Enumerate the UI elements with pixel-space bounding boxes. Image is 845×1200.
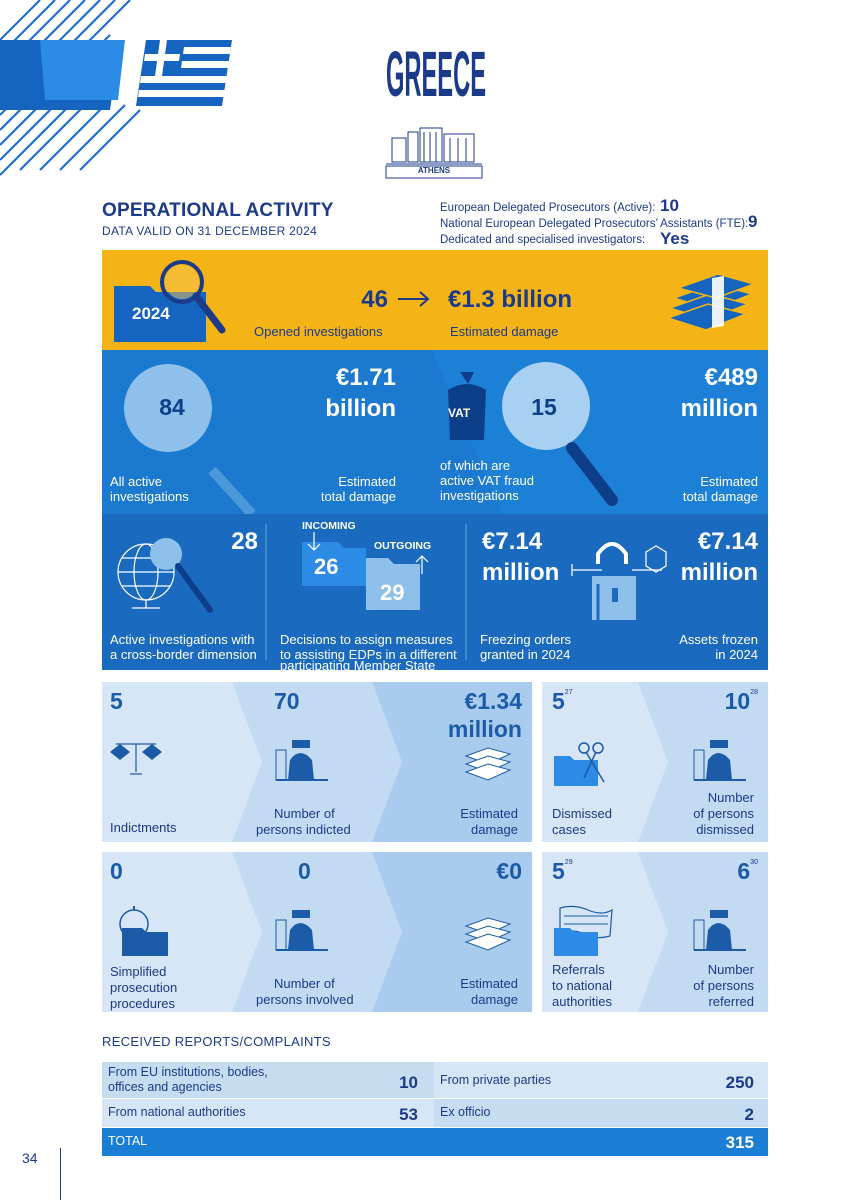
frozen-label-1: Assets frozen: [679, 632, 758, 647]
persons-involved-value: 0: [298, 858, 311, 884]
arrow-right-icon: [396, 290, 432, 308]
reports-exofficio-value: 2: [744, 1105, 754, 1124]
simplified-damage-label-2: damage: [471, 992, 518, 1007]
referrals-label-1: Referrals: [552, 962, 605, 977]
staff-value-investigators: Yes: [660, 229, 690, 248]
persons-referred-label-2: of persons: [693, 978, 754, 993]
dismissed-value-number: 5: [552, 688, 565, 714]
reports-eu-value: 10: [399, 1073, 418, 1092]
vat-damage-line-1: €489: [704, 364, 758, 391]
persons-dismissed-label-3: dismissed: [696, 822, 754, 837]
indictments-panel: [102, 682, 532, 842]
year-label: 2024: [132, 304, 170, 323]
dismissed-label-2: cases: [552, 822, 586, 837]
staff-label-assistants: National European Delegated Prosecutors’ Assistants (FTE):: [440, 218, 749, 230]
reports-exofficio-label: Ex officio: [440, 1105, 491, 1119]
reports-total-row: [102, 1128, 768, 1156]
total-damage-label-1: Estimated: [338, 474, 396, 489]
frozen-value-2: million: [680, 559, 758, 586]
all-active-label-1: All active: [110, 474, 163, 489]
footnote-28: 28: [750, 689, 758, 696]
reports-eu-label-1: From EU institutions, bodies,: [108, 1065, 268, 1079]
reports-eu-label-2: offices and agencies: [108, 1080, 222, 1094]
reports-row-2: [102, 1099, 768, 1127]
total-damage-label-2: total damage: [320, 489, 396, 504]
country-name: GREECE: [386, 38, 486, 110]
persons-referred-value: [662, 858, 758, 885]
simplified-label-1: Simplified: [110, 964, 167, 979]
page-divider: [60, 1148, 61, 1200]
persons-dismissed-label-2: of persons: [693, 806, 754, 821]
reports-national-value: 53: [399, 1105, 418, 1124]
persons-dismissed-number: 10: [724, 688, 751, 714]
referrals-label-2: to national: [552, 978, 612, 993]
indicted-damage-label-2: damage: [471, 822, 518, 837]
vat-label-2: active VAT fraud: [440, 473, 534, 488]
footnote-29: 29: [564, 859, 573, 866]
staff-value-edp: 10: [660, 196, 679, 215]
cross-border-label-1: Active investigations with: [110, 632, 255, 647]
money-stack-icon: [664, 264, 756, 338]
folder-magnifier-icon: [110, 258, 230, 346]
persons-referred-label-1: Number: [707, 962, 754, 977]
opened-value: 46: [361, 286, 388, 313]
opened-damage-value: €1.3 billion: [448, 286, 573, 313]
staff-label-investigators: Dedicated and specialised investigators:: [440, 234, 646, 246]
indictments-value: 5: [110, 688, 123, 714]
vat-label-1: of which are: [440, 458, 511, 473]
simplified-damage-value: €0: [496, 858, 522, 884]
reports-national-label: From national authorities: [108, 1105, 246, 1119]
reports-title: RECEIVED REPORTS/COMPLAINTS: [102, 1034, 331, 1049]
footnote-27: 27: [564, 689, 573, 696]
year-band: [102, 250, 768, 350]
section-title: OPERATIONAL ACTIVITY: [102, 200, 334, 221]
persons-referred-label-3: referred: [708, 994, 754, 1009]
simplified-panel: [102, 852, 532, 1012]
vat-label-3: investigations: [440, 488, 519, 503]
vat-badge: VAT: [448, 406, 471, 420]
persons-referred-number: 6: [737, 858, 751, 884]
dismissed-value: [552, 688, 573, 715]
all-active-value: 84: [159, 394, 185, 420]
cross-border-band: [102, 514, 768, 673]
frozen-label-2: in 2024: [715, 647, 758, 662]
persons-dismissed-label-1: Number: [707, 790, 754, 805]
active-investigations-band: [102, 350, 768, 514]
vat-damage-line-2: million: [680, 395, 758, 422]
vat-damage-label-2: total damage: [682, 489, 758, 504]
dismissed-label-1: Dismissed: [552, 806, 612, 821]
incoming-label: INCOMING: [302, 520, 356, 532]
persons-involved-label-1: Number of: [274, 976, 335, 991]
total-damage-line-2: billion: [325, 395, 396, 422]
persons-involved-label-2: persons involved: [256, 992, 354, 1007]
reports-total-value: 315: [725, 1133, 754, 1152]
referrals-panel: [542, 852, 768, 1012]
reports-row-1: [102, 1062, 768, 1098]
freezing-value-2: million: [482, 559, 560, 586]
indicted-damage-value-2: million: [447, 716, 522, 742]
all-active-label-2: investigations: [110, 489, 189, 504]
dismissed-panel: [542, 682, 768, 842]
staff-label-edp: European Delegated Prosecutors (Active):: [440, 202, 656, 214]
page-number: 34: [22, 1150, 38, 1166]
opened-damage-label: Estimated damage: [450, 324, 559, 339]
cross-border-value: 28: [231, 528, 258, 555]
freezing-label-1: Freezing orders: [480, 632, 572, 647]
decisions-label-1: Decisions to assign measures: [280, 632, 453, 647]
frozen-value-1: €7.14: [697, 528, 758, 555]
decisions-label-3: participating Member State: [280, 658, 436, 673]
total-damage-line-1: €1.71: [335, 364, 396, 391]
persons-indicted-label-2: persons indicted: [256, 822, 351, 837]
referrals-value-number: 5: [552, 858, 565, 884]
simplified-value: 0: [110, 858, 123, 884]
simplified-damage-label-1: Estimated: [460, 976, 518, 991]
vat-value: 15: [531, 394, 557, 420]
indicted-damage-label-1: Estimated: [460, 806, 518, 821]
indicted-damage-value-1: €1.34: [464, 688, 522, 714]
outgoing-value: 29: [380, 580, 405, 605]
reports-private-value: 250: [725, 1073, 754, 1092]
incoming-value: 26: [314, 554, 339, 579]
reports-total-label: TOTAL: [108, 1134, 148, 1148]
greece-flag-icon: [136, 40, 232, 106]
simplified-label-2: prosecution: [110, 980, 178, 995]
referrals-value: [552, 858, 573, 885]
freezing-label-2: granted in 2024: [480, 647, 571, 662]
footnote-30: 30: [750, 859, 758, 866]
freezing-value-1: €7.14: [482, 528, 543, 555]
staff-value-assistants: 9: [748, 212, 758, 231]
referrals-label-3: authorities: [552, 994, 612, 1009]
simplified-label-3: procedures: [110, 996, 176, 1011]
opened-label: Opened investigations: [254, 324, 383, 339]
indictments-label: Indictments: [110, 820, 177, 835]
reports-private-label: From private parties: [440, 1073, 552, 1087]
persons-dismissed-value: [662, 688, 758, 715]
cross-border-label-2: a cross-border dimension: [110, 647, 257, 662]
country-title: [384, 38, 488, 110]
city-name: ATHENS: [417, 166, 451, 175]
persons-indicted-label-1: Number of: [274, 806, 335, 821]
decisions-label-2: to assisting EDPs in a different: [280, 647, 457, 662]
section-subtitle: DATA VALID ON 31 DECEMBER 2024: [102, 224, 318, 238]
vat-damage-label-1: Estimated: [700, 474, 758, 489]
persons-indicted-value: 70: [274, 688, 300, 714]
outgoing-label: OUTGOING: [374, 540, 432, 552]
